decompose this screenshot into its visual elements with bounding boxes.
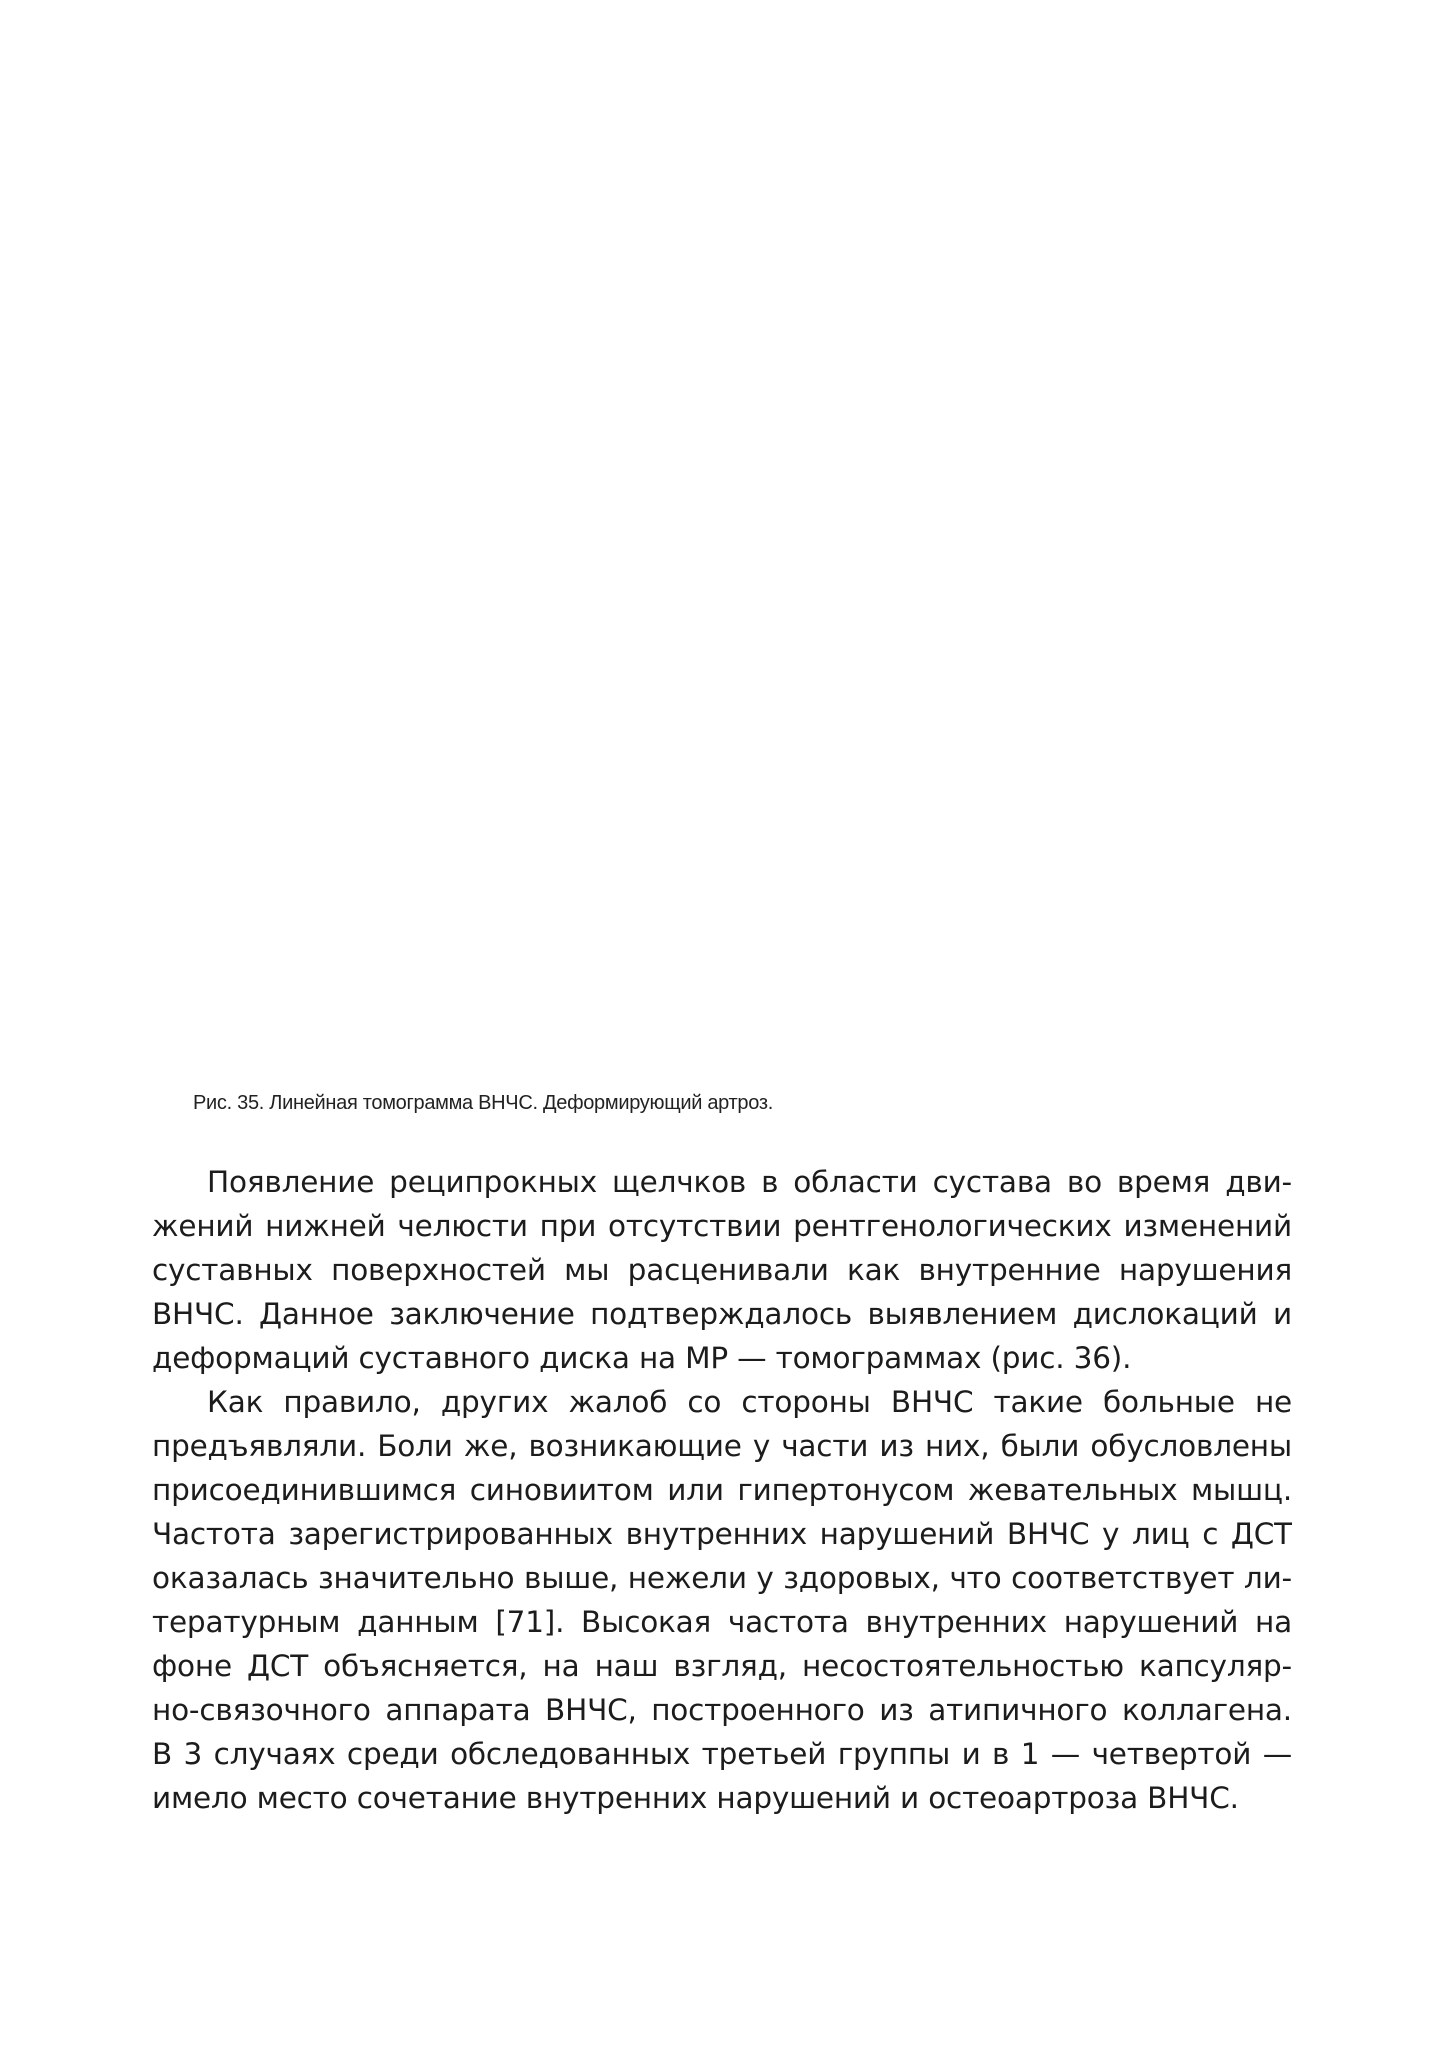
text-line: присоединившимся синовиитом или гипертонусом жевательных мышц. xyxy=(152,1473,1292,1507)
body-text xyxy=(152,1160,1292,1820)
text-line: Как правило, других жалоб со стороны ВНЧС такие больные не xyxy=(207,1385,1292,1419)
text-line: деформаций суставного диска на МР — томограммах (рис. 36). xyxy=(152,1341,1132,1375)
paragraph-2 xyxy=(152,1380,1292,1820)
text-line: фоне ДСТ объясняется, на наш взгляд, несостоятельностью капсуляр- xyxy=(152,1649,1292,1683)
text-line: Частота зарегистрированных внутренних нарушений ВНЧС у лиц с ДСТ xyxy=(152,1517,1292,1551)
text-line: предъявляли. Боли же, возникающие у части из них, были обусловлены xyxy=(152,1429,1292,1463)
paragraph-1 xyxy=(152,1160,1292,1380)
text-line: В 3 случаях среди обследованных третьей группы и в 1 — четвертой — xyxy=(152,1737,1292,1771)
text-line: оказалась значительно выше, нежели у здоровых, что соответствует ли- xyxy=(152,1561,1292,1595)
figure-caption: Рис. 35. Линейная томограмма ВНЧС. Деформирующий артроз. xyxy=(193,1092,773,1114)
text-line: Появление реципрокных щелчков в области сустава во время дви- xyxy=(207,1165,1292,1199)
text-line: ВНЧС. Данное заключение подтверждалось выявлением дислокаций и xyxy=(152,1297,1292,1331)
text-line: жений нижней челюсти при отсутствии рентгенологических изменений xyxy=(152,1209,1292,1243)
text-line: имело место сочетание внутренних нарушений и остеоартроза ВНЧС. xyxy=(152,1781,1239,1815)
text-line: тературным данным [71]. Высокая частота внутренних нарушений на xyxy=(152,1605,1292,1639)
text-line: но-связочного аппарата ВНЧС, построенного из атипичного коллагена. xyxy=(152,1693,1292,1727)
text-line: суставных поверхностей мы расценивали как внутренние нарушения xyxy=(152,1253,1292,1287)
